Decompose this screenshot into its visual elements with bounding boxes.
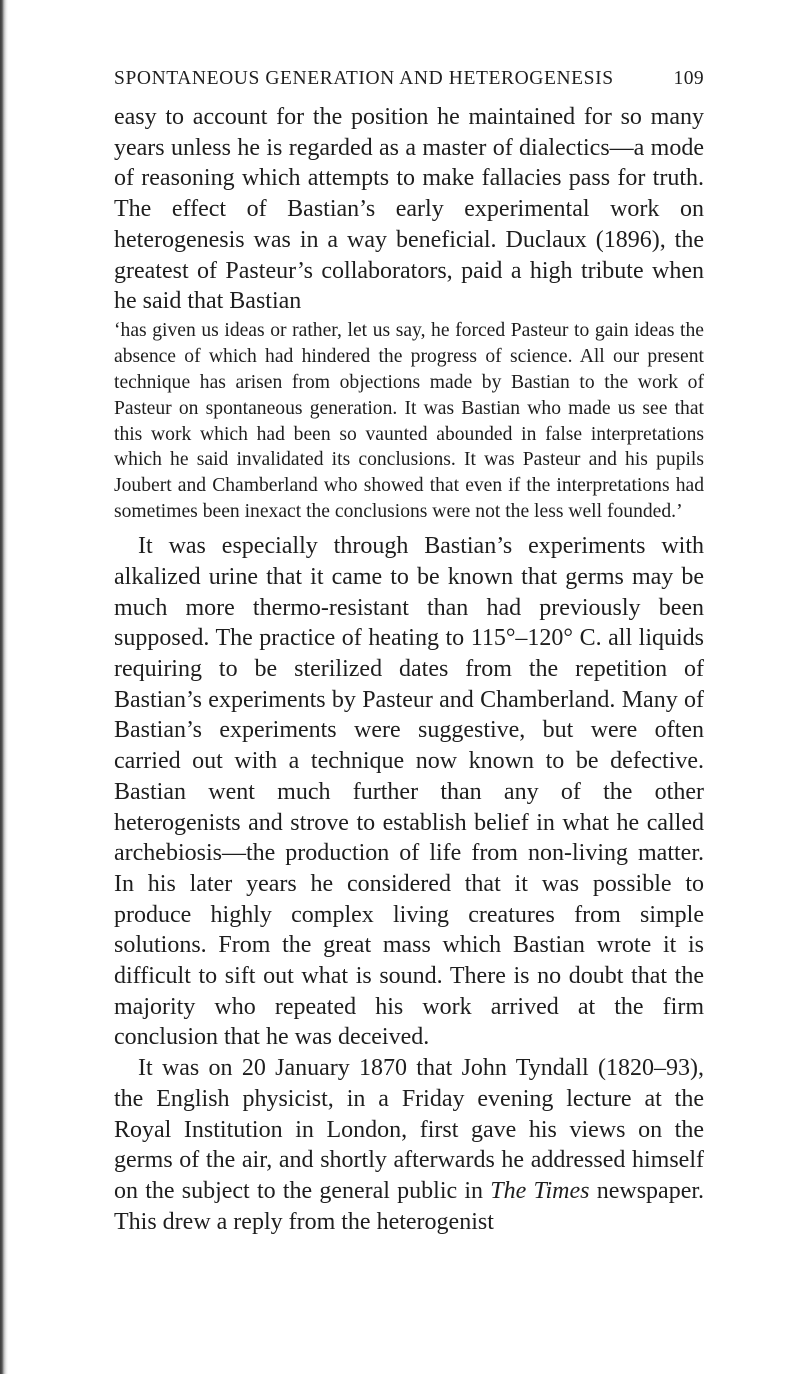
book-binding-edge xyxy=(0,0,8,1374)
paragraph-tyndall xyxy=(114,1053,704,1237)
paragraph-opening: easy to account for the position he maintained for so many years unless he is regarded as a master of dialectics—a mode of reasoning which attempts to make fallacies pass for truth. The effect of Bastian’s early experimental work on heterogenesis was in a way beneficial. Duclaux (1896), the greatest of Pasteur’s collaborators, paid a high tribute when he said that Bastian xyxy=(114,104,704,315)
paragraph-tyndall-text: It was on 20 January 1870 that John Tyndall (1820–93), the English physicist, in a Friday evening lecture at the Royal Institution in London, first gave his views on the germs of the air, and shortly afterwards he addressed himself on the subject to the general public in xyxy=(114,1055,704,1204)
newspaper-title: The Times xyxy=(490,1177,590,1204)
running-head xyxy=(114,64,704,94)
quote-duclaux: ‘has given us ideas or rather, let us say, he forced Pasteur to gain ideas the absence of which had hindered the progress of science. All our present technique has arisen from objections made by Bastian to the work of Pasteur on spontaneous generation. It was Bastian who made us see that this work which had been so vaunted abounded in false interpretations which he said invalidated its conclusions. It was Pasteur and his pupils Joubert and Chamberland who showed that even if the interpretations had sometimes been inexact the conclusions were not the less well founded.’ xyxy=(114,319,704,523)
book-page xyxy=(114,64,704,1237)
paragraph-tyndall-end: newspaper. This drew a reply from the heterogenist xyxy=(114,1177,705,1235)
paragraph-bastian-experiments: It was especially through Bastian’s experiments with alkalized urine that it came to be known that germs may be much more thermo-resistant than had previously been supposed. The practice of heating to 115°–120° C. all liquids requiring to be sterilized dates from the repetition of Bastian’s experiments by Pasteur and Chamberland. Many of Bastian’s experiments were suggestive, but were often carried out with a technique now known to be defective. Bastian went much further than any of the other heterogenists and strove to establish belief in what he called archebiosis—the production of life from non-living matter. In his later years he considered that it was possible to produce highly complex living creatures from simple solutions. From the great mass which Bastian wrote it is difficult to sift out what is sound. There is no doubt that the majority who repeated his work arrived at the firm conclusion that he was deceived. xyxy=(114,533,704,1051)
running-head-title: SPONTANEOUS GENERATION AND HETEROGENESIS xyxy=(114,68,614,89)
block-quote xyxy=(114,318,704,525)
page-number: 109 xyxy=(673,68,704,89)
